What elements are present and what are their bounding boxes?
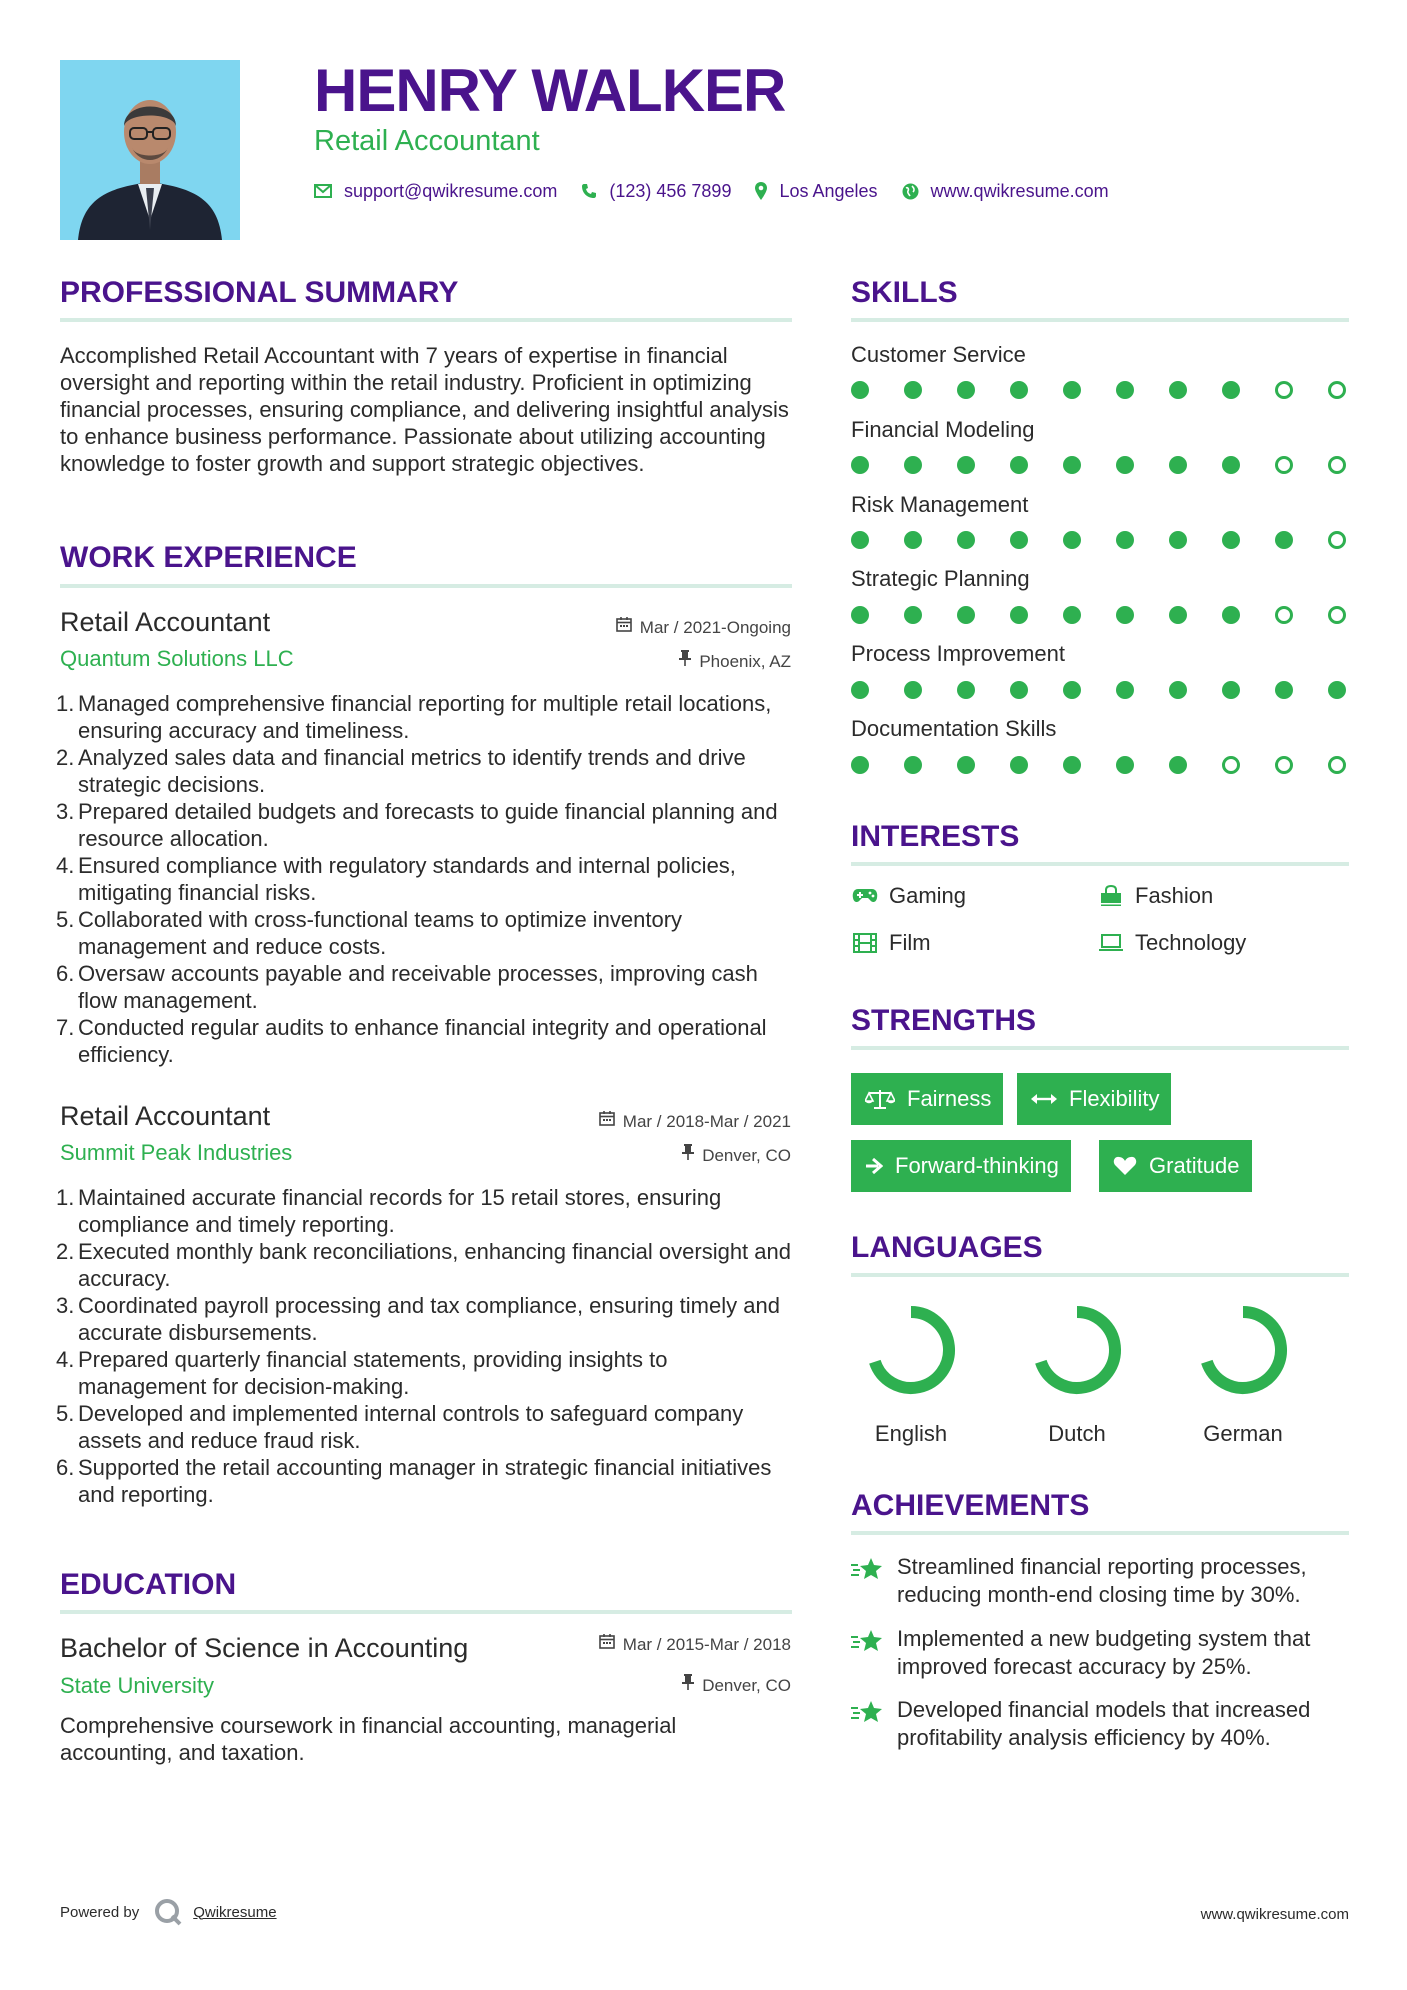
degree-title: Bachelor of Science in Accounting <box>60 1633 469 1663</box>
job-location-text: Denver, CO <box>702 1145 791 1165</box>
language-gauge <box>1029 1302 1125 1398</box>
education-location-text: Denver, CO <box>702 1675 791 1695</box>
strength-badge <box>851 1140 1071 1192</box>
strengths-heading: STRENGTHS <box>851 1004 1037 1037</box>
section-divider <box>851 318 1349 322</box>
contact-website[interactable]: www.qwikresume.com <box>930 180 1109 201</box>
interest-item <box>851 929 931 957</box>
footer-brand <box>60 1897 277 1927</box>
strength-label: Forward-thinking <box>895 1153 1059 1178</box>
arrow-right-icon <box>865 1157 883 1175</box>
job-title: Retail Accountant <box>60 607 271 637</box>
powered-by-text: Powered by <box>60 1903 140 1921</box>
candidate-title: Retail Accountant <box>314 125 540 157</box>
list-item: 1. Managed comprehensive financial reporting for multiple retail locations, ensuring accuracy and timeliness. <box>56 691 772 743</box>
rating-dot-filled <box>904 456 922 474</box>
rating-dot-filled <box>904 531 922 549</box>
skill-name: Process Improvement <box>851 641 1065 666</box>
rating-dot-filled <box>1169 456 1187 474</box>
achievement-item <box>851 1625 1351 1681</box>
rating-dot-filled <box>1010 381 1028 399</box>
education-location <box>682 1674 791 1697</box>
skill-name: Risk Management <box>851 492 1029 517</box>
calendar-icon <box>616 616 632 639</box>
rating-dot-filled <box>1275 681 1293 699</box>
rating-dot-filled <box>1116 456 1134 474</box>
rating-dot-filled <box>851 756 869 774</box>
rating-dot-filled <box>1169 531 1187 549</box>
rating-dot-empty <box>1328 381 1346 399</box>
job-dates-text: Mar / 2021-Ongoing <box>639 617 791 637</box>
rating-dot-filled <box>957 681 975 699</box>
language-name: Dutch <box>1048 1421 1106 1446</box>
pushpin-icon <box>682 1674 694 1697</box>
rating-dot-filled <box>851 456 869 474</box>
rating-dot-filled <box>1222 531 1240 549</box>
rating-dot-filled <box>904 606 922 624</box>
calendar-icon <box>599 1633 615 1656</box>
list-item: 2. Executed monthly bank reconciliations, enhancing financial oversight and accuracy. <box>56 1239 791 1291</box>
rating-dot-filled <box>1222 381 1240 399</box>
rating-dot-filled <box>1063 381 1081 399</box>
rating-dot-empty <box>1328 456 1346 474</box>
rating-dot-empty <box>1328 606 1346 624</box>
rating-dot-filled <box>1116 531 1134 549</box>
list-item: 3. Prepared detailed budgets and forecasts to guide financial planning and resource allocation. <box>56 799 778 851</box>
rating-dot-filled <box>1063 531 1081 549</box>
job-location <box>682 1144 791 1167</box>
rating-dot-empty <box>1275 381 1293 399</box>
education-dates-text: Mar / 2015-Mar / 2018 <box>622 1634 791 1654</box>
rating-dot-filled <box>957 381 975 399</box>
education-heading: EDUCATION <box>60 1568 237 1601</box>
rating-dot-filled <box>1063 681 1081 699</box>
rating-dot-filled <box>1169 606 1187 624</box>
list-item: 2. Analyzed sales data and financial metrics to identify trends and drive strategic decisions. <box>56 745 746 797</box>
skill-name: Documentation Skills <box>851 716 1057 741</box>
job-title: Retail Accountant <box>60 1101 271 1131</box>
rating-dot-filled <box>1063 756 1081 774</box>
language-level-arc <box>1041 1312 1115 1388</box>
skill-rating <box>851 606 1349 626</box>
education-dates <box>599 1633 791 1656</box>
laptop-icon <box>1097 934 1125 952</box>
pushpin-icon <box>682 1144 694 1167</box>
strength-label: Flexibility <box>1069 1086 1160 1111</box>
balance-scale-icon <box>865 1088 895 1110</box>
rating-dot-filled <box>1169 756 1187 774</box>
rating-dot-filled <box>904 381 922 399</box>
phone-icon <box>581 183 597 199</box>
skills-heading: SKILLS <box>851 276 958 309</box>
job-company: Quantum Solutions LLC <box>60 646 294 671</box>
achievement-text: Developed financial models that increased profitability analysis efficiency by 40%. <box>897 1697 1311 1750</box>
rating-dot-filled <box>1328 681 1346 699</box>
rating-dot-filled <box>1169 381 1187 399</box>
rating-dot-filled <box>1063 456 1081 474</box>
rating-dot-empty <box>1222 756 1240 774</box>
job-dates <box>599 1110 791 1133</box>
language-gauge <box>1195 1302 1291 1398</box>
language-gauge <box>863 1302 959 1398</box>
languages-heading: LANGUAGES <box>851 1231 1043 1264</box>
contact-location: Los Angeles <box>779 180 878 201</box>
skill-rating <box>851 456 1349 476</box>
rating-dot-filled <box>851 531 869 549</box>
calendar-icon <box>599 1110 615 1133</box>
list-item: 6. Supported the retail accounting manager in strategic financial initiatives and reporting. <box>56 1455 772 1507</box>
film-icon <box>851 933 879 953</box>
rating-dot-empty <box>1275 606 1293 624</box>
pushpin-icon <box>679 650 691 673</box>
skill-rating <box>851 756 1349 776</box>
shooting-star-icon <box>851 1625 885 1681</box>
list-item: 4. Prepared quarterly financial statements, providing insights to management for decision-making. <box>56 1347 668 1399</box>
contact-email[interactable]: support@qwikresume.com <box>344 180 558 201</box>
section-divider <box>60 584 792 588</box>
rating-dot-filled <box>957 606 975 624</box>
shooting-star-icon <box>851 1553 885 1609</box>
skill-name: Customer Service <box>851 342 1026 367</box>
job-bullets <box>56 1184 800 1508</box>
rating-dot-empty <box>1328 756 1346 774</box>
strength-label: Fairness <box>907 1086 992 1111</box>
rating-dot-filled <box>1275 531 1293 549</box>
rating-dot-filled <box>1116 681 1134 699</box>
language-name: English <box>874 1421 948 1446</box>
achievements-heading: ACHIEVEMENTS <box>851 1489 1090 1522</box>
summary-heading: PROFESSIONAL SUMMARY <box>60 276 459 309</box>
list-item: 7. Conducted regular audits to enhance financial integrity and operational efficiency. <box>56 1015 767 1067</box>
job-dates <box>616 616 791 639</box>
rating-dot-filled <box>1222 606 1240 624</box>
skill-rating <box>851 381 1349 401</box>
rating-dot-filled <box>851 606 869 624</box>
arrows-horizontal-icon <box>1031 1092 1057 1106</box>
strength-badge <box>851 1073 1003 1125</box>
interest-item <box>851 882 966 910</box>
contact-phone[interactable]: (123) 456 7899 <box>609 180 732 201</box>
section-divider <box>851 1531 1349 1535</box>
experience-heading: WORK EXPERIENCE <box>60 541 357 574</box>
rating-dot-filled <box>957 531 975 549</box>
language-level-arc <box>875 1312 949 1388</box>
rating-dot-filled <box>1010 681 1028 699</box>
rating-dot-filled <box>1063 606 1081 624</box>
interest-label: Film <box>889 930 931 955</box>
rating-dot-filled <box>1222 681 1240 699</box>
school-name: State University <box>60 1673 215 1698</box>
achievement-text: Implemented a new budgeting system that improved forecast accuracy by 25%. <box>897 1626 1311 1679</box>
job-company: Summit Peak Industries <box>60 1140 293 1165</box>
skill-rating <box>851 681 1349 701</box>
strength-badge <box>1099 1140 1252 1192</box>
interest-label: Technology <box>1135 930 1247 955</box>
rating-dot-filled <box>851 381 869 399</box>
interest-item <box>1097 929 1246 957</box>
section-divider <box>60 1610 792 1614</box>
job-location-text: Phoenix, AZ <box>699 651 791 671</box>
shooting-star-icon <box>851 1696 885 1752</box>
list-item: 5. Developed and implemented internal controls to safeguard company assets and reduce fraud risk. <box>56 1401 744 1453</box>
envelope-icon <box>314 184 332 198</box>
section-divider <box>60 318 792 322</box>
section-divider <box>851 862 1349 866</box>
job-bullets <box>56 690 800 1068</box>
list-item: 3. Coordinated payroll processing and tax compliance, ensuring timely and accurate disbursements. <box>56 1293 780 1345</box>
achievement-item <box>851 1553 1351 1609</box>
rating-dot-filled <box>1010 456 1028 474</box>
heart-icon <box>1113 1156 1137 1176</box>
rating-dot-filled <box>1222 456 1240 474</box>
section-divider <box>851 1273 1349 1277</box>
rating-dot-filled <box>1116 756 1134 774</box>
interest-label: Fashion <box>1135 883 1214 908</box>
footer-url[interactable]: www.qwikresume.com <box>1200 1906 1349 1923</box>
rating-dot-empty <box>1275 456 1293 474</box>
rating-dot-empty <box>1328 531 1346 549</box>
map-pin-icon <box>755 182 767 200</box>
skill-name: Strategic Planning <box>851 566 1030 591</box>
list-item: 4. Ensured compliance with regulatory standards and internal policies, mitigating financial risks. <box>56 853 736 905</box>
education-description: Comprehensive coursework in financial accounting, managerial accounting, and taxation. <box>60 1713 677 1765</box>
interests-heading: INTERESTS <box>851 820 1020 853</box>
rating-dot-filled <box>904 681 922 699</box>
profile-photo <box>60 60 240 240</box>
shopping-bag-icon <box>1097 885 1125 907</box>
language-name: German <box>1203 1421 1283 1446</box>
list-item: 6. Oversaw accounts payable and receivable processes, improving cash flow management. <box>56 961 758 1013</box>
rating-dot-filled <box>1116 381 1134 399</box>
rating-dot-filled <box>1010 606 1028 624</box>
language-item <box>1183 1302 1303 1448</box>
language-item <box>1017 1302 1137 1448</box>
gamepad-icon <box>851 888 879 904</box>
rating-dot-filled <box>851 681 869 699</box>
qwikresume-logo-icon <box>153 1897 183 1927</box>
list-item: 1. Maintained accurate financial records for 15 retail stores, ensuring compliance and timely reporting. <box>56 1185 722 1237</box>
job-location <box>679 650 791 673</box>
section-divider <box>851 1046 1349 1050</box>
skill-name: Financial Modeling <box>851 417 1035 442</box>
achievement-text: Streamlined financial reporting processes, reducing month-end closing time by 30%. <box>897 1554 1307 1607</box>
rating-dot-filled <box>957 756 975 774</box>
candidate-name: HENRY WALKER <box>314 57 786 124</box>
interest-label: Gaming <box>889 883 967 908</box>
rating-dot-empty <box>1275 756 1293 774</box>
rating-dot-filled <box>957 456 975 474</box>
globe-icon <box>902 183 919 200</box>
contact-bar <box>314 176 1133 206</box>
rating-dot-filled <box>1116 606 1134 624</box>
strength-badge <box>1017 1073 1171 1125</box>
rating-dot-filled <box>1169 681 1187 699</box>
language-level-arc <box>1207 1312 1281 1388</box>
qwikresume-link[interactable]: Qwikresume <box>193 1903 277 1921</box>
list-item: 5. Collaborated with cross-functional teams to optimize inventory management and reduce costs. <box>56 907 683 959</box>
interest-item <box>1097 882 1213 910</box>
rating-dot-filled <box>1010 756 1028 774</box>
job-dates-text: Mar / 2018-Mar / 2021 <box>622 1111 791 1131</box>
rating-dot-filled <box>1010 531 1028 549</box>
language-item <box>851 1302 971 1448</box>
achievement-item <box>851 1696 1351 1752</box>
rating-dot-filled <box>904 756 922 774</box>
strength-label: Gratitude <box>1149 1153 1240 1178</box>
skill-rating <box>851 531 1349 551</box>
summary-text: Accomplished Retail Accountant with 7 years of expertise in financial oversight and reporting within the retail industry. Proficient in optimizing financial processes, ensuring compliance, and delivering insightful analysis to enhance business performance. Passionate about utilizing accounting knowledge to foster growth and support strategic objectives. <box>60 343 789 476</box>
